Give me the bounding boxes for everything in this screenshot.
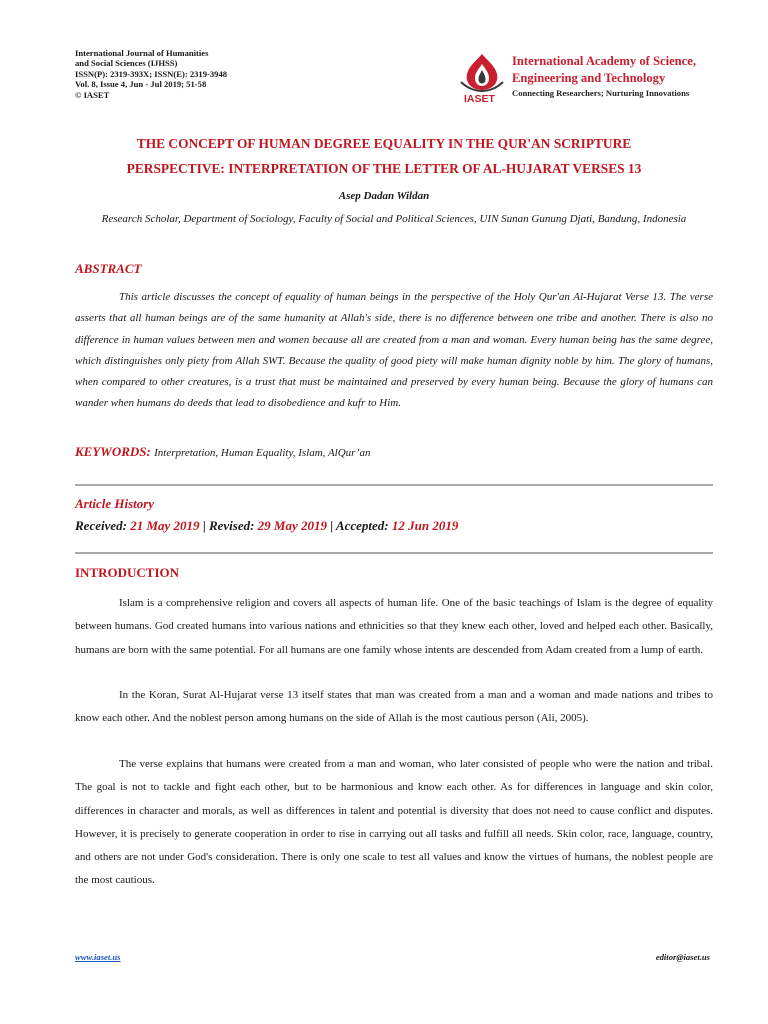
keywords-label: KEYWORDS: bbox=[75, 444, 151, 459]
author-name: Asep Dadan Wildan bbox=[338, 190, 430, 202]
intro-paragraph: The verse explains that humans were created from a man and woman, who later consisted of people who were the nation and tribal. The goal is not to tackle and fight each other, but to be harmonious and know each other. As for differences in language and skin color, differences in character and morals, as well as differences in talent and potential is diversity that does not need to cause conflict and disputes. However, it is precisely to generate cooperation in order to rise in carrying out all tasks and fulfill all needs. Skin color, race, language, country, and others are not under God's consideration. There is only one scale to test all values and know the virtues of humans, the noblest people are the most cautious. bbox=[75, 758, 713, 887]
divider-bottom bbox=[75, 552, 713, 554]
divider-top bbox=[75, 484, 713, 486]
received-label: Received: bbox=[75, 518, 127, 533]
publisher-name-line2: Engineering and Technology bbox=[512, 71, 666, 85]
accepted-date: 12 Jun 2019 bbox=[391, 518, 459, 533]
abstract-text: This article discusses the concept of equality of human beings in the perspective of the Holy Qur'an Al-Hujarat Verse 13. The verse asserts that all human beings are of the same humanity at Allah's side, there is no difference between one tribe and another. There is also no difference in human values between men and women because all are created from a man and woman. Every human being has the same degree, which distinguishes only piety from Allah SWT. Because the quality of good piety will make human dignity noble by him. The glory of humans, when compared to other creatures, is a trust that must be maintained and preserved by every human being. Because the glory of humans can wander when humans do deeds that lead to disobedience and kufr to Him. bbox=[75, 291, 713, 410]
accepted-label: Accepted: bbox=[335, 518, 389, 533]
publisher-abbr: IASET bbox=[464, 93, 495, 105]
journal-issn: ISSN(P): 2319-393X; ISSN(E): 2319-3948 bbox=[75, 68, 228, 79]
journal-volume: Vol. 8, Issue 4, Jun - Jul 2019; 51-58 bbox=[75, 79, 207, 90]
journal-name-line1: International Journal of Humanities bbox=[75, 48, 209, 58]
paper-title-line1: THE CONCEPT OF HUMAN DEGREE EQUALITY IN THE QUR'AN SCRIPTURE bbox=[136, 136, 632, 151]
publisher-tagline: Connecting Researchers; Nurturing Innovations bbox=[512, 88, 690, 98]
paper-title-line2: PERSPECTIVE: INTERPRETATION OF THE LETTER OF AL-HUJARAT VERSES 13 bbox=[126, 161, 642, 176]
publisher-name bbox=[512, 53, 696, 87]
journal-name-line2: and Social Sciences (IJHSS) bbox=[75, 58, 178, 69]
separator: | bbox=[330, 518, 334, 533]
publisher-logo bbox=[455, 50, 725, 110]
intro-paragraph: In the Koran, Surat Al-Hujarat verse 13 itself states that man was created from a man and a woman and made nations and tribes to know each other. And the noblest person among humans on the side of Allah is the most cautious person (Ali, 2005). bbox=[75, 689, 713, 725]
abstract-heading: ABSTRACT bbox=[75, 261, 142, 276]
publisher-name-line1: International Academy of Science, bbox=[512, 54, 696, 68]
footer-website-link[interactable]: www.iaset.us bbox=[75, 952, 121, 962]
keywords bbox=[75, 444, 371, 460]
keywords-text: Interpretation, Human Equality, Islam, AlQur’an bbox=[154, 447, 371, 459]
received-date: 21 May 2019 bbox=[130, 518, 200, 533]
revised-label: Revised: bbox=[208, 518, 255, 533]
article-history-heading: Article History bbox=[75, 496, 155, 511]
author-affiliation: Research Scholar, Department of Sociology, Faculty of Social and Political Sciences, UIN Sunan Gunung Djati, Bandung, Indonesia bbox=[101, 213, 687, 225]
intro-paragraph: Islam is a comprehensive religion and covers all aspects of human life. One of the basic teachings of Islam is the degree of equality between humans. God created humans into various nations and ethnicities so that they knew each other, loved and helped each other. Basically, humans are born with the same potential. For all humans are one family whose intents are descended from Adam created from a lump of earth. bbox=[75, 597, 713, 656]
introduction-heading: INTRODUCTION bbox=[75, 565, 180, 580]
journal-copyright: © IASET bbox=[75, 89, 110, 100]
separator: | bbox=[202, 518, 206, 533]
footer-email: editor@iaset.us bbox=[655, 952, 710, 962]
revised-date: 29 May 2019 bbox=[257, 518, 328, 533]
iaset-flame-icon bbox=[455, 52, 509, 94]
article-history-dates bbox=[75, 518, 458, 534]
journal-info bbox=[75, 48, 227, 100]
paper-title bbox=[40, 131, 728, 181]
